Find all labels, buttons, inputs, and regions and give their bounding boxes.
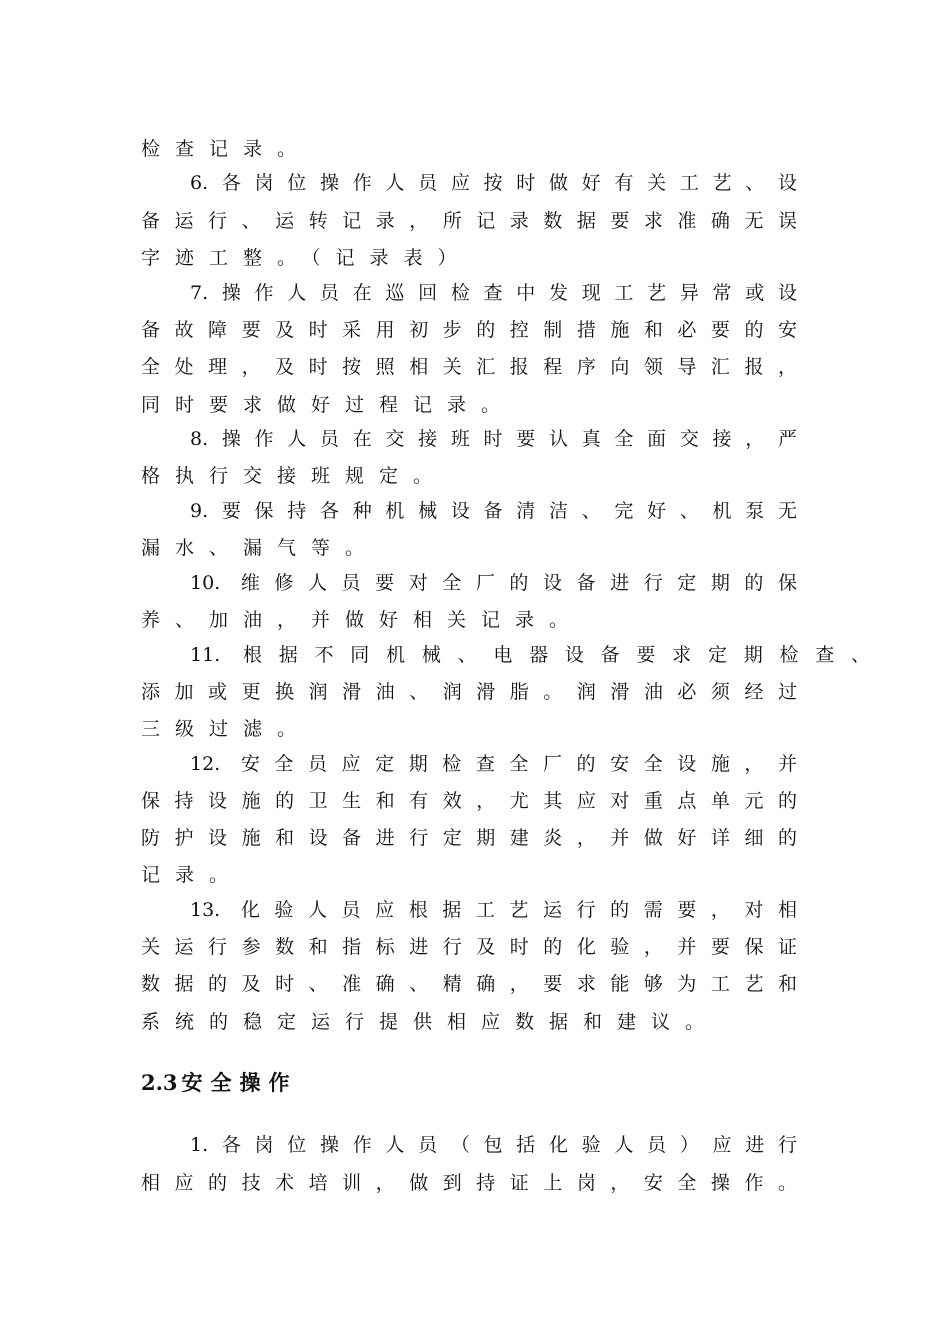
- text-line: 同时要求做好过程记录。: [141, 394, 516, 416]
- text-line: 13. 化验人员应根据工艺运行的需要，对相: [190, 899, 797, 921]
- text-line: 8.操作人员在交接班时要认真全面交接，严: [190, 428, 797, 450]
- text-line: 养、加油，并做好相关记录。: [141, 609, 584, 631]
- section-title: 安全操作: [181, 1070, 298, 1095]
- text-line: 全处理，及时按照相关汇报程序向领导汇报，: [141, 356, 797, 378]
- text-line: 数据的及时、准确、精确，要求能够为工艺和: [141, 973, 797, 995]
- section-heading: [141, 1068, 298, 1098]
- text-line: 漏水、漏气等。: [141, 537, 380, 559]
- text-line: 11. 根据不同机械、电器设备要求定期检查、: [190, 644, 870, 666]
- text-line: 备运行、运转记录，所记录数据要求准确无误: [141, 210, 797, 232]
- text-line: 12. 安全员应定期检查全厂的安全设施，并: [190, 753, 797, 775]
- text-line: 6.各岗位操作人员应按时做好有关工艺、设: [190, 172, 797, 194]
- text-line: 1.各岗位操作人员（包括化验人员）应进行: [190, 1134, 797, 1156]
- text-line: 备故障要及时采用初步的控制措施和必要的安: [141, 319, 797, 341]
- text-line: 相应的技术培训，做到持证上岗，安全操作。: [141, 1172, 797, 1194]
- text-line: 7.操作人员在巡回检查中发现工艺异常或设: [190, 282, 797, 304]
- text-line: 字迹工整。（记录表）: [141, 247, 472, 269]
- text-line: 9.要保持各种机械设备清洁、完好、机泵无: [190, 500, 797, 522]
- text-line: 关运行参数和指标进行及时的化验，并要保证: [141, 936, 797, 958]
- text-line: 10. 维修人员要对全厂的设备进行定期的保: [190, 572, 797, 594]
- text-line: 保持设施的卫生和有效，尤其应对重点单元的: [141, 790, 797, 812]
- text-line: 记录。: [141, 864, 244, 886]
- text-line: 三级过滤。: [141, 718, 312, 740]
- text-line: 格执行交接班规定。: [141, 465, 448, 487]
- text-line: 系统的稳定运行提供相应数据和建议。: [141, 1011, 720, 1033]
- text-line: 添加或更换润滑油、润滑脂。润滑油必须经过: [141, 681, 797, 703]
- section-number: 2.3: [141, 1070, 178, 1095]
- text-line: 防护设施和设备进行定期建炎，并做好详细的: [141, 827, 797, 849]
- text-line: 检查记录。: [141, 138, 312, 160]
